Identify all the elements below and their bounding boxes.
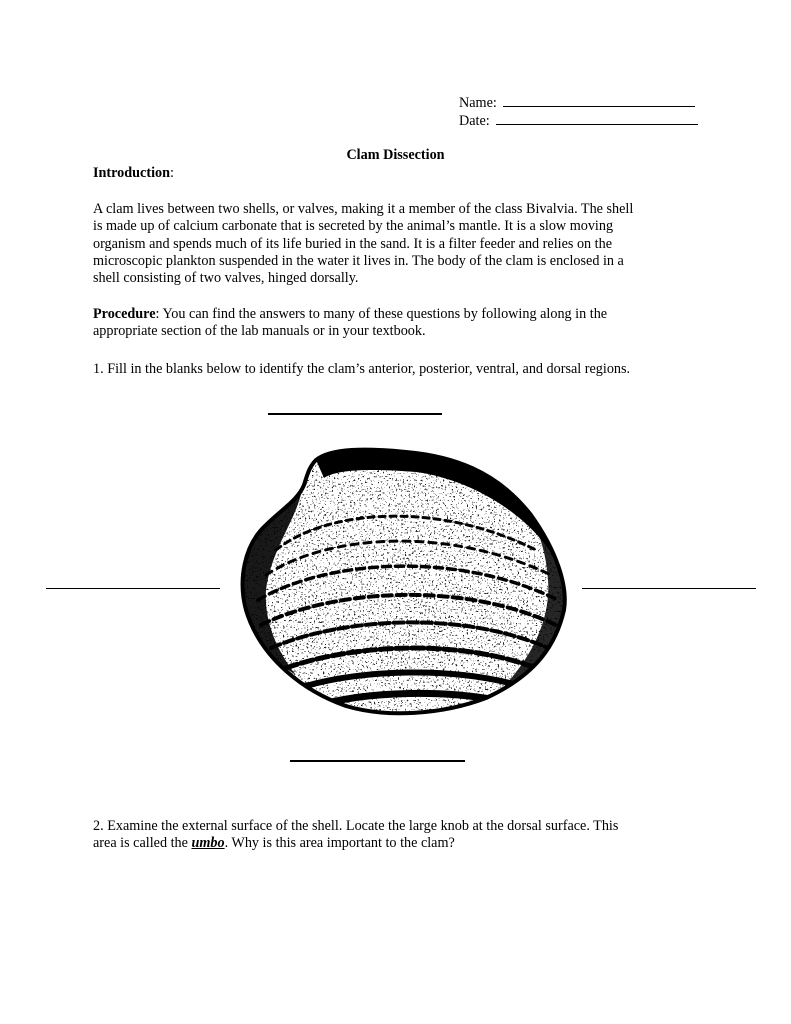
dorsal-blank[interactable] — [268, 413, 442, 415]
page-title: Clam Dissection — [346, 147, 445, 163]
question-2-text-after: . Why is this area important to the clam? — [224, 835, 455, 852]
procedure-line1-text: : You can find the answers to many of these questions by following along in the — [155, 306, 608, 322]
question-2-line-2 — [93, 835, 703, 852]
question-1 — [93, 361, 703, 378]
procedure-line — [93, 306, 703, 323]
name-label: Name: — [459, 95, 497, 111]
date-blank[interactable] — [496, 112, 698, 125]
question-2 — [93, 818, 703, 853]
intro-line: A clam lives between two shells, or valves, making it a member of the class Bivalvia. The shell — [93, 201, 634, 217]
ventral-blank[interactable] — [290, 760, 465, 762]
date-field — [459, 112, 698, 130]
intro-line: microscopic plankton suspended in the water it lives in. The body of the clam is enclosed in a — [93, 252, 624, 269]
intro-line: organism and spends much of its life buried in the sand. It is a filter feeder and relies on the — [93, 235, 613, 252]
procedure-heading: Procedure — [93, 306, 156, 322]
question-2-line-1: 2. Examine the external surface of the shell. Locate the large knob at the dorsal surface. This — [93, 818, 619, 834]
name-field — [459, 94, 695, 112]
introduction-heading — [93, 165, 174, 182]
clam-shell-illustration — [236, 440, 572, 720]
name-blank[interactable] — [503, 94, 695, 107]
date-label: Date: — [459, 113, 490, 129]
introduction-paragraph — [93, 201, 703, 287]
umbo-term: umbo — [191, 835, 225, 852]
intro-line: shell consisting of two valves, hinged dorsally. — [93, 270, 359, 287]
procedure-line: appropriate section of the lab manuals or in your textbook. — [93, 323, 426, 340]
question-1-text: 1. Fill in the blanks below to identify the clam’s anterior, posterior, ventral, and dorsal regions. — [93, 361, 631, 377]
question-2-text-before: area is called the — [93, 835, 192, 852]
posterior-blank[interactable] — [582, 588, 756, 589]
introduction-heading-colon: : — [170, 165, 174, 181]
anterior-blank[interactable] — [46, 588, 220, 589]
introduction-heading-text: Introduction — [93, 165, 170, 181]
intro-line: is made up of calcium carbonate that is secreted by the animal’s mantle. It is a slow moving — [93, 218, 614, 235]
procedure-paragraph — [93, 306, 703, 341]
